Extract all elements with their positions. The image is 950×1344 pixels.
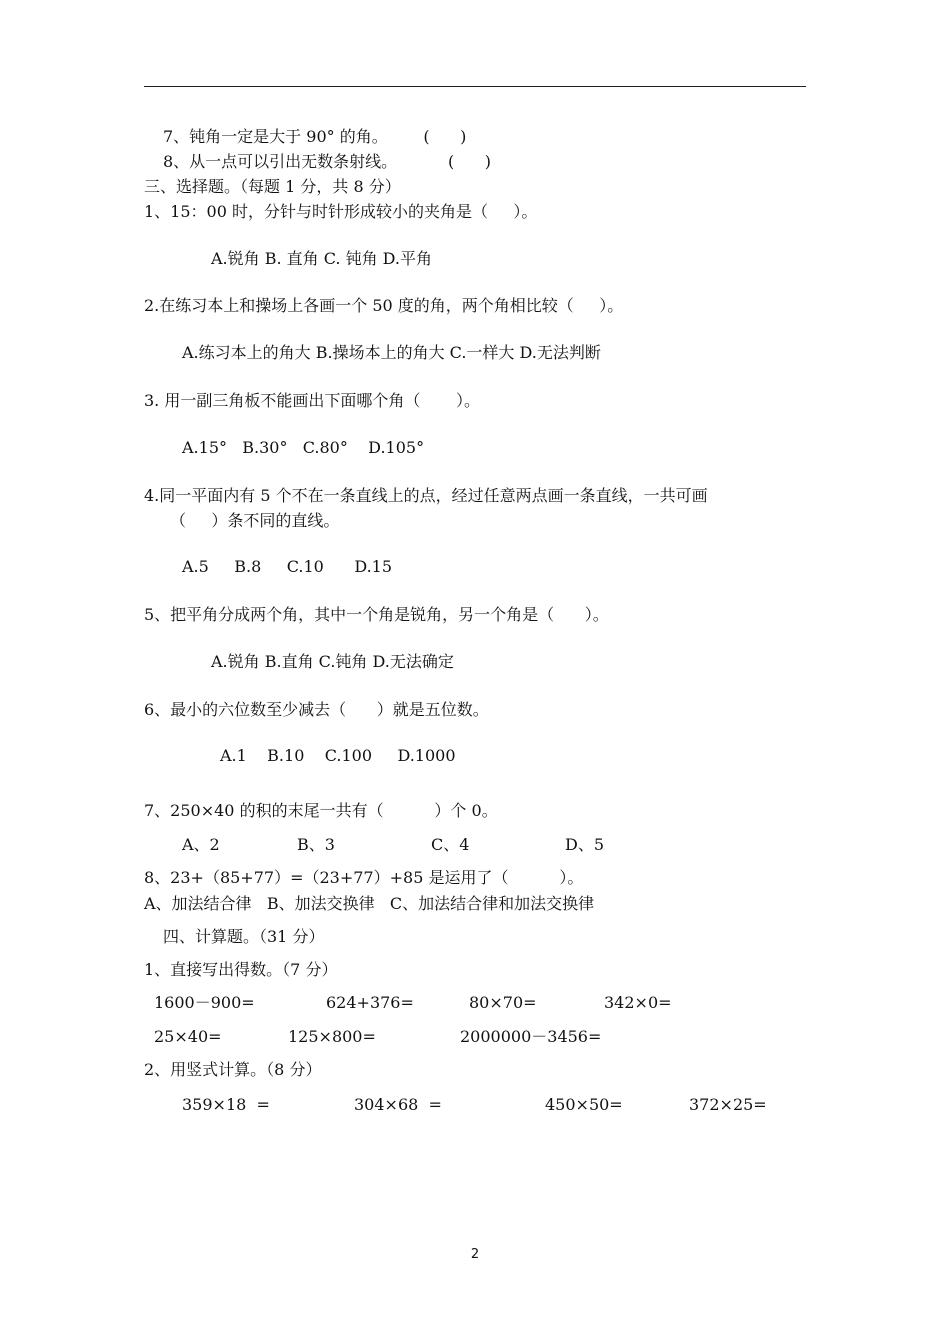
header-rule	[144, 86, 806, 87]
vertical-calc-item: 304×68 =	[354, 1095, 442, 1114]
calc-item: 80×70=	[469, 993, 537, 1012]
calc-item: 624+376=	[326, 993, 414, 1012]
q5-options: A.锐角 B.直角 C.钝角 D.无法确定	[211, 652, 454, 671]
q4-stem-line1: 4.同一平面内有 5 个不在一条直线上的点，经过任意两点画一条直线，一共可画	[144, 486, 708, 505]
q6-options: A.1 B.10 C.100 D.1000	[220, 746, 456, 765]
q2-stem: 2.在练习本上和操场上各画一个 50 度的角，两个角相比较（ ）。	[144, 296, 624, 315]
q8-stem: 8、23+（85+77）=（23+77）+85 是运用了（ ）。	[144, 868, 584, 887]
q3-stem: 3. 用一副三角板不能画出下面哪个角（ ）。	[144, 391, 480, 410]
q7-option-a: A、2	[182, 835, 220, 854]
tf-question-8: 8、从一点可以引出无数条射线。 ( )	[163, 152, 492, 171]
tf-question-7: 7、钝角一定是大于 90° 的角。 ( )	[163, 127, 467, 146]
section-4-title: 四、计算题。（31 分）	[163, 927, 325, 946]
q4-options: A.5 B.8 C.10 D.15	[182, 557, 393, 576]
q6-stem: 6、最小的六位数至少减去（ ）就是五位数。	[144, 700, 489, 719]
calc-item: 1600－900=	[154, 993, 255, 1012]
calc-item: 2000000－3456=	[460, 1027, 602, 1046]
vertical-calc-item: 372×25=	[689, 1095, 767, 1114]
q3-options: A.15° B.30° C.80° D.105°	[182, 438, 425, 457]
part-1-title: 1、直接写出得数。（7 分）	[144, 960, 338, 979]
calc-item: 342×0=	[604, 993, 672, 1012]
section-3-title: 三、选择题。（每题 1 分，共 8 分）	[144, 177, 401, 196]
q7-stem: 7、250×40 的积的末尾一共有（ ）个 0。	[144, 801, 498, 820]
vertical-calc-item: 359×18 =	[182, 1095, 270, 1114]
q2-options: A.练习本上的角大 B.操场本上的角大 C.一样大 D.无法判断	[182, 343, 601, 362]
q1-stem: 1、15：00 时，分针与时针形成较小的夹角是（ ）。	[144, 202, 538, 221]
q7-option-d: D、5	[565, 835, 605, 854]
q8-options: A、加法结合律 B、加法交换律 C、加法结合律和加法交换律	[144, 894, 595, 913]
calc-item: 25×40=	[154, 1027, 222, 1046]
calc-item: 125×800=	[288, 1027, 376, 1046]
q1-options: A.锐角 B. 直角 C. 钝角 D.平角	[211, 249, 433, 268]
q7-option-b: B、3	[297, 835, 335, 854]
q4-stem-line2: （ ）条不同的直线。	[170, 511, 340, 530]
vertical-calc-item: 450×50=	[545, 1095, 623, 1114]
q7-option-c: C、4	[431, 835, 470, 854]
part-2-title: 2、用竖式计算。（8 分）	[144, 1060, 322, 1079]
q5-stem: 5、把平角分成两个角，其中一个角是锐角，另一个角是（ ）。	[144, 605, 609, 624]
page-number: 2	[470, 1247, 480, 1262]
